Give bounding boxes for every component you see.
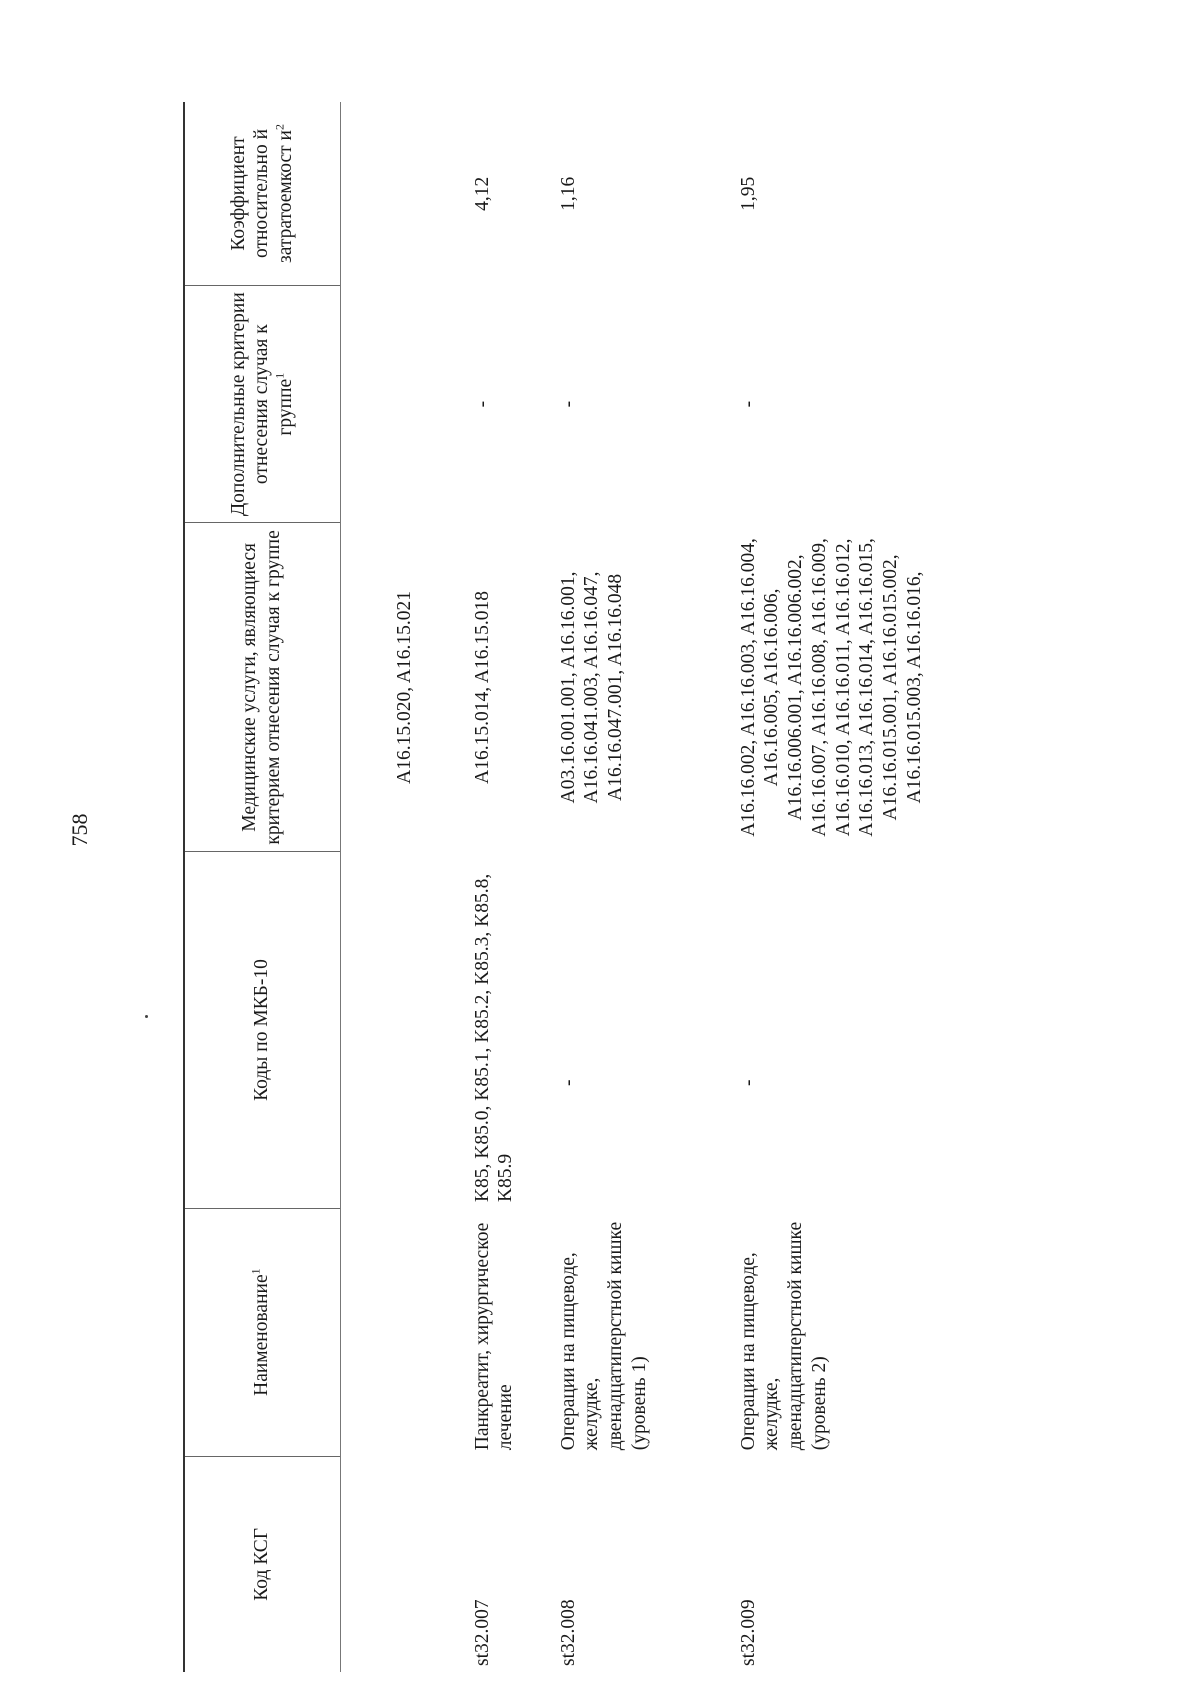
cell-name: Панкреатит, хирургическое лечение xyxy=(471,1222,517,1451)
table-row xyxy=(340,102,429,1672)
header-name: Наименование$^1$ xyxy=(184,1208,340,1456)
cell-code xyxy=(340,1456,429,1672)
table-row xyxy=(675,102,927,1672)
cell-coefficient xyxy=(340,102,429,285)
cell-extra: - xyxy=(737,400,759,408)
cell-icd xyxy=(340,852,429,1208)
cell-services: A16.16.002, A16.16.003, A16.16.004, A16.16.005, A16.16.006, A16.16.006.001, A16.16.006.002, A16.16.007, A16.16.008, A16.16.009, A16.16.010, A16.16.011, A16.16.012, A16.16.013, A16.16.014, A16.16.015, A16.16.015.001, A16.16.015.002, A16.16.015.003, A16.16.016, xyxy=(737,538,925,837)
cell-coefficient: 1,95 xyxy=(737,176,759,211)
cell-code: st32.007 xyxy=(471,1599,493,1666)
cell-services: A03.16.001.001, A16.16.001, A16.16.041.003, A16.16.047, A16.16.047.001, A16.16.048 xyxy=(557,571,627,804)
cell-services: A16.15.020, A16.15.021 xyxy=(393,590,415,784)
cell-coefficient: 4,12 xyxy=(471,176,493,211)
header-icd: Коды по МКБ-10 xyxy=(184,852,340,1208)
ksg-table xyxy=(183,102,927,1672)
cell-icd: - xyxy=(737,1079,759,1087)
table-row xyxy=(549,102,675,1672)
table-header-row xyxy=(184,102,340,1672)
header-coefficient: Коэффициент относительно й затратоемкост $и^2$ xyxy=(184,102,340,285)
header-extra-criteria: Дополнительные критерии отнесения случая к группе$^1$ xyxy=(184,285,340,522)
cell-services: A16.15.014, A16.15.018 xyxy=(471,590,493,784)
table-row xyxy=(429,102,549,1672)
cell-extra: - xyxy=(557,400,579,408)
cell-icd: K85, K85.0, K85.1, K85.2, K85.3, K85.8, K85.9 xyxy=(471,873,517,1203)
cell-extra xyxy=(340,285,429,522)
header-services: Медицинские услуги, являющиеся критерием отнесения случая к группе xyxy=(184,523,340,852)
cell-name: Операции на пищеводе, желудке, двенадцатиперстной кишке (уровень 2) xyxy=(737,1221,830,1451)
cell-coefficient: 1,16 xyxy=(557,176,579,211)
scan-artifact xyxy=(145,1015,148,1018)
cell-extra: - xyxy=(471,400,493,408)
cell-name: Операции на пищеводе, желудке, двенадцатиперстной кишке (уровень 1) xyxy=(557,1221,650,1451)
cell-code: st32.008 xyxy=(557,1599,579,1666)
page-number: 758 xyxy=(67,813,92,847)
cell-name xyxy=(340,1208,429,1456)
ksg-table-container xyxy=(183,102,1103,1672)
header-code: Код КСГ xyxy=(184,1456,340,1672)
cell-icd: - xyxy=(557,1079,579,1087)
cell-code: st32.009 xyxy=(737,1599,759,1666)
